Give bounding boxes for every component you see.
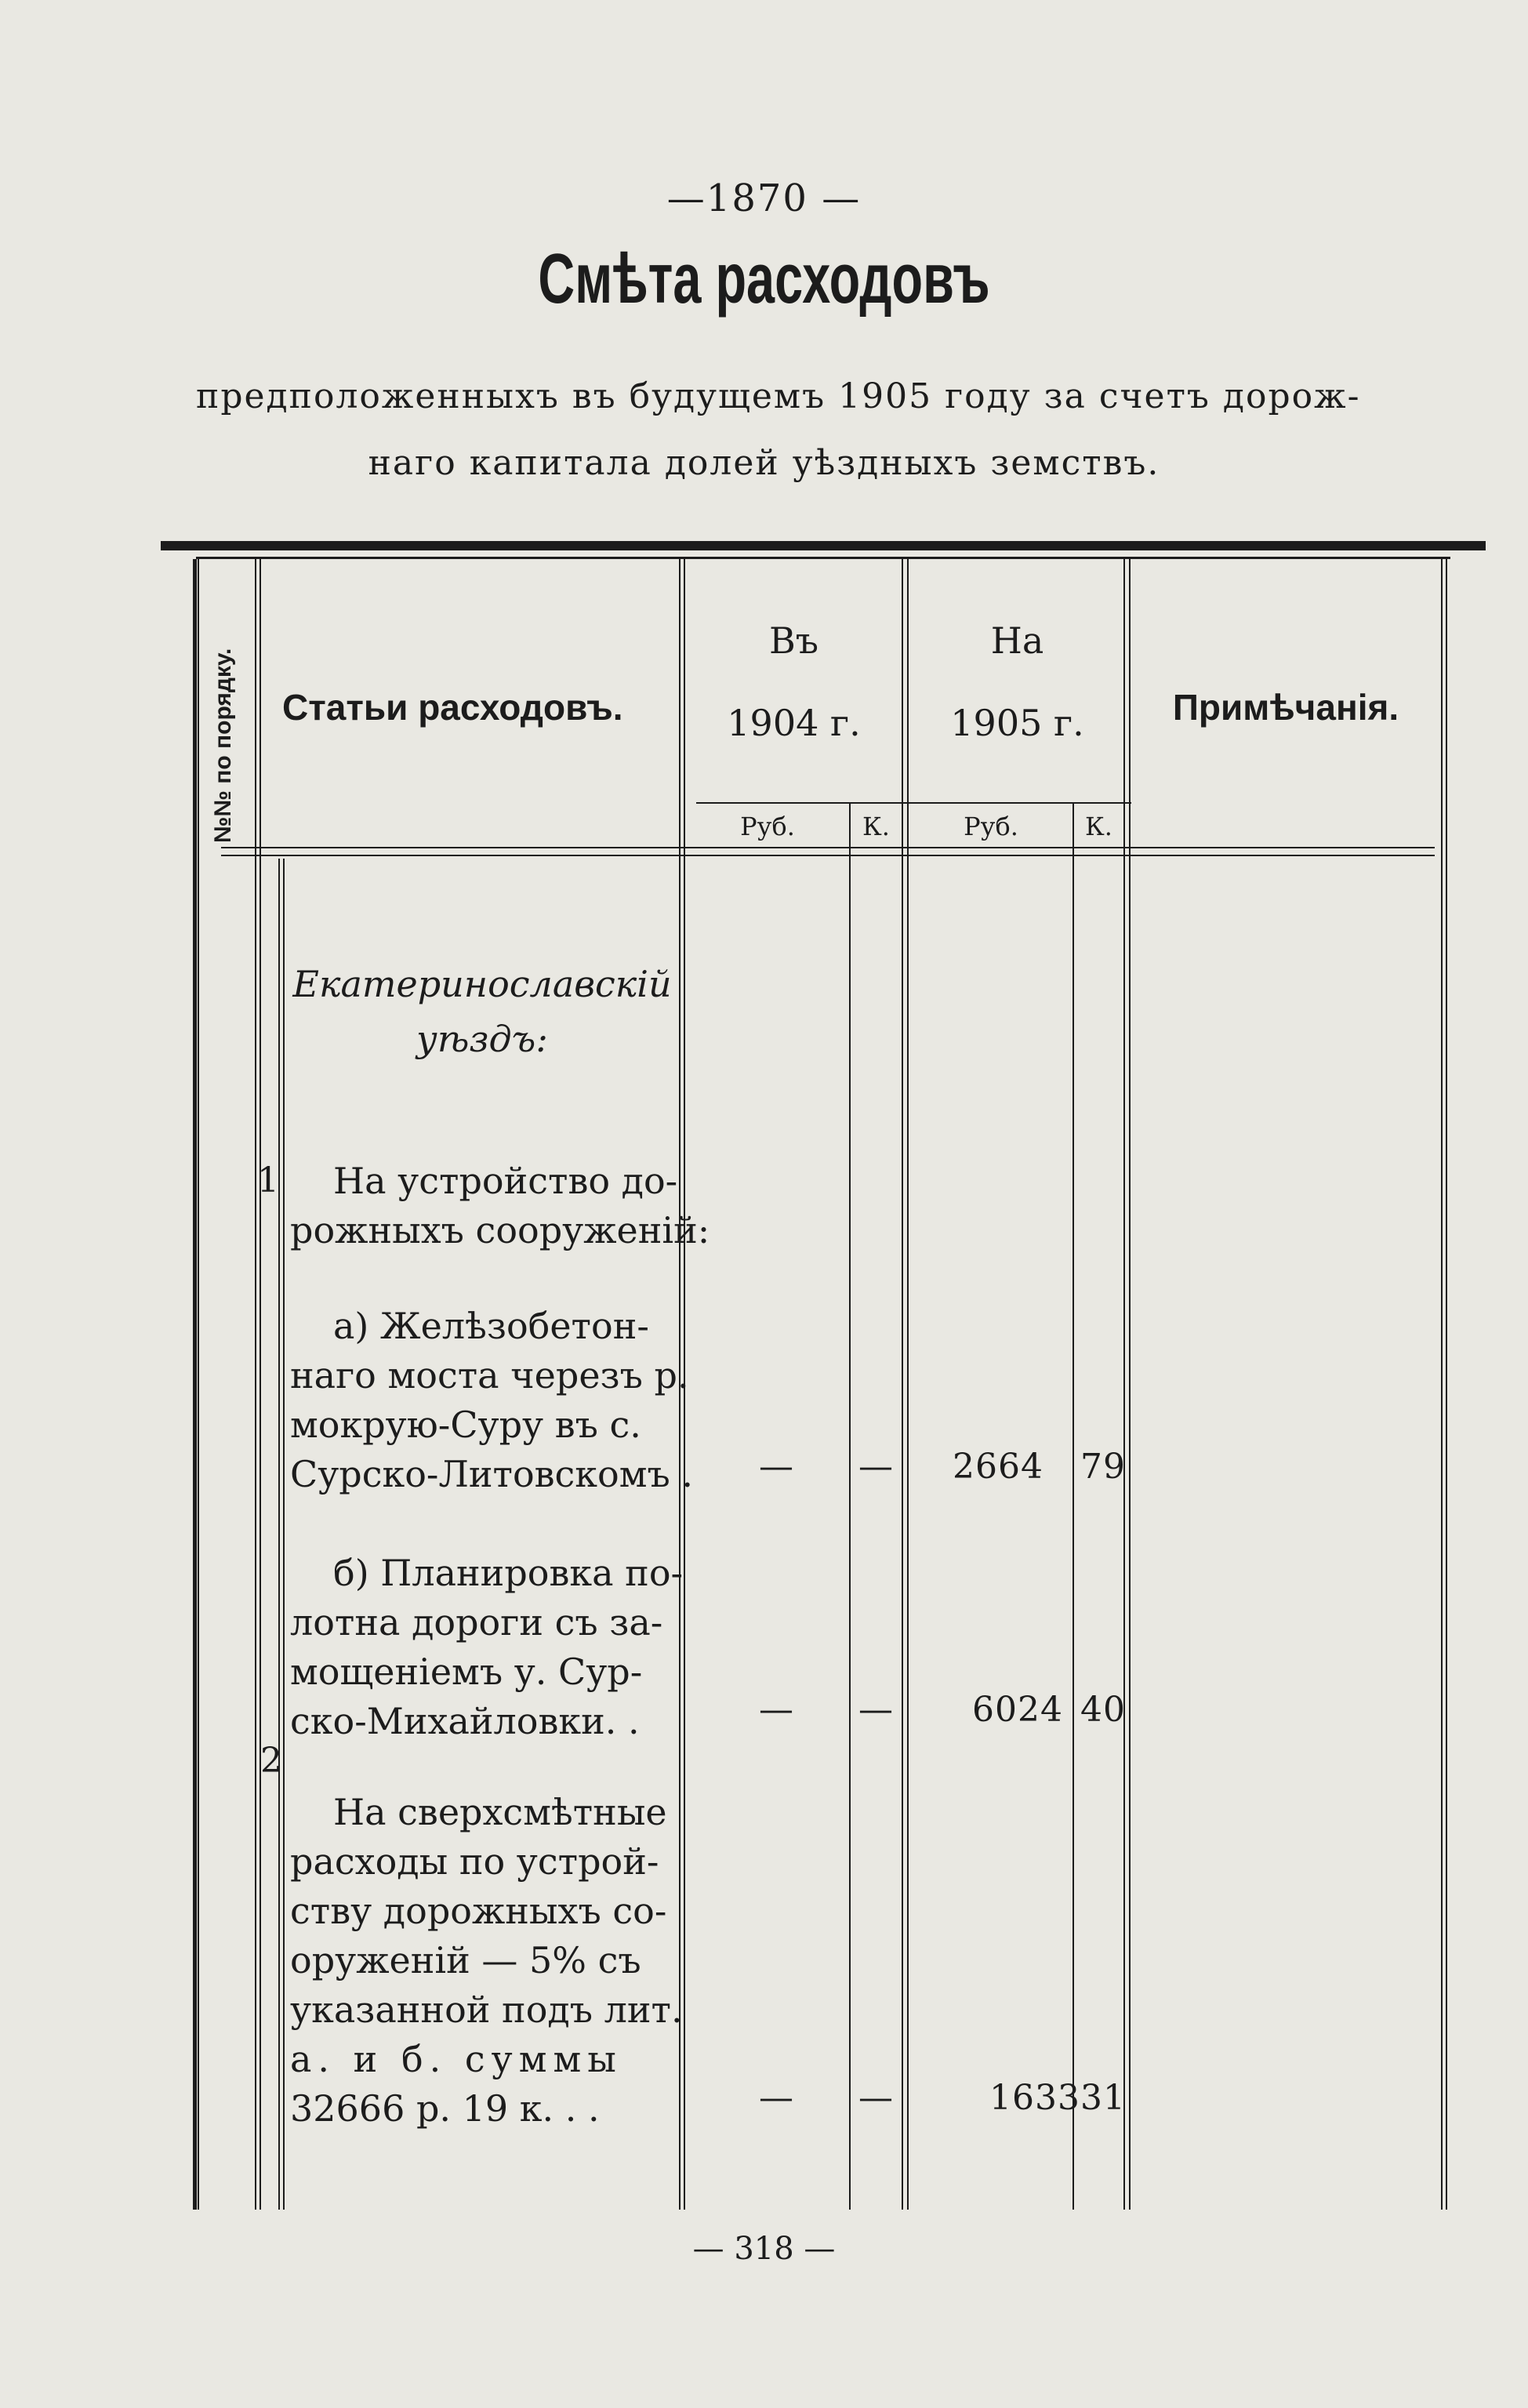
column-header-kop-1904: К. [862, 812, 890, 841]
amount-1904-rub: — [759, 1447, 793, 1487]
amount-1905-kop: 79 [1080, 1447, 1126, 1487]
amount-1905-rub: 2664 [953, 1447, 1043, 1487]
row-number: 2 [260, 1741, 283, 1781]
subtitle-line-1: предположенныхъ въ будущемъ 1905 году за счетъ дорож- [196, 376, 1361, 416]
page-number: — 318 — [692, 2231, 836, 2267]
row-number: 1 [257, 1160, 280, 1200]
amount-1905-rub: 1633 [989, 2078, 1080, 2118]
column-header-items: Статьи расходовъ. [282, 687, 623, 728]
column-header-1905-top: На [990, 619, 1044, 662]
amount-1905-rub: 6024 [972, 1690, 1063, 1730]
document-title: Смѣта расходовъ [538, 240, 990, 318]
amount-1904-rub: — [759, 2078, 793, 2118]
amount-1905-kop: 31 [1080, 2078, 1126, 2118]
table-row-item: а) Желѣзобетон- наго моста черезъ р. мокрую-Суру въ с. Сурско-Литовскомъ . [290, 1305, 694, 1495]
column-header-rub-1904: Руб. [740, 812, 795, 841]
column-header-rub-1905: Руб. [964, 812, 1018, 841]
table-row-item: б) Планировка по- лотна дороги съ за- мощеніемъ у. Сур- ско-Михайловки. . [290, 1552, 684, 1742]
column-header-notes: Примѣчанія. [1172, 687, 1399, 728]
amount-1904-kop: — [858, 2078, 893, 2118]
column-header-number: №№ по порядку. [210, 648, 236, 843]
table-row-item: На устройство до- рожныхъ сооруженій: [290, 1160, 710, 1251]
column-header-1904-year: 1904 г. [727, 702, 861, 744]
top-page-number: —1870 — [666, 176, 862, 220]
table-row-item: На сверхсмѣтные расходы по устрой- ству дорожныхъ со- оруженій — 5% съ указанной подъ лит. а. и б. суммы 32666 р. 19 к. . . [290, 1791, 683, 2130]
amount-1904-kop: — [858, 1690, 893, 1730]
amount-1904-rub: — [759, 1690, 793, 1730]
amount-1905-kop: 40 [1080, 1690, 1126, 1730]
column-header-1904-top: Въ [768, 619, 819, 662]
column-header-1905-year: 1905 г. [950, 702, 1084, 744]
subtitle-line-2: наго капитала долей уѣздныхъ земствъ. [368, 443, 1160, 483]
amount-1904-kop: — [858, 1447, 893, 1487]
column-header-kop-1905: К. [1085, 812, 1112, 841]
district-heading: Екатеринославскій уѣздъ: [292, 963, 672, 1060]
